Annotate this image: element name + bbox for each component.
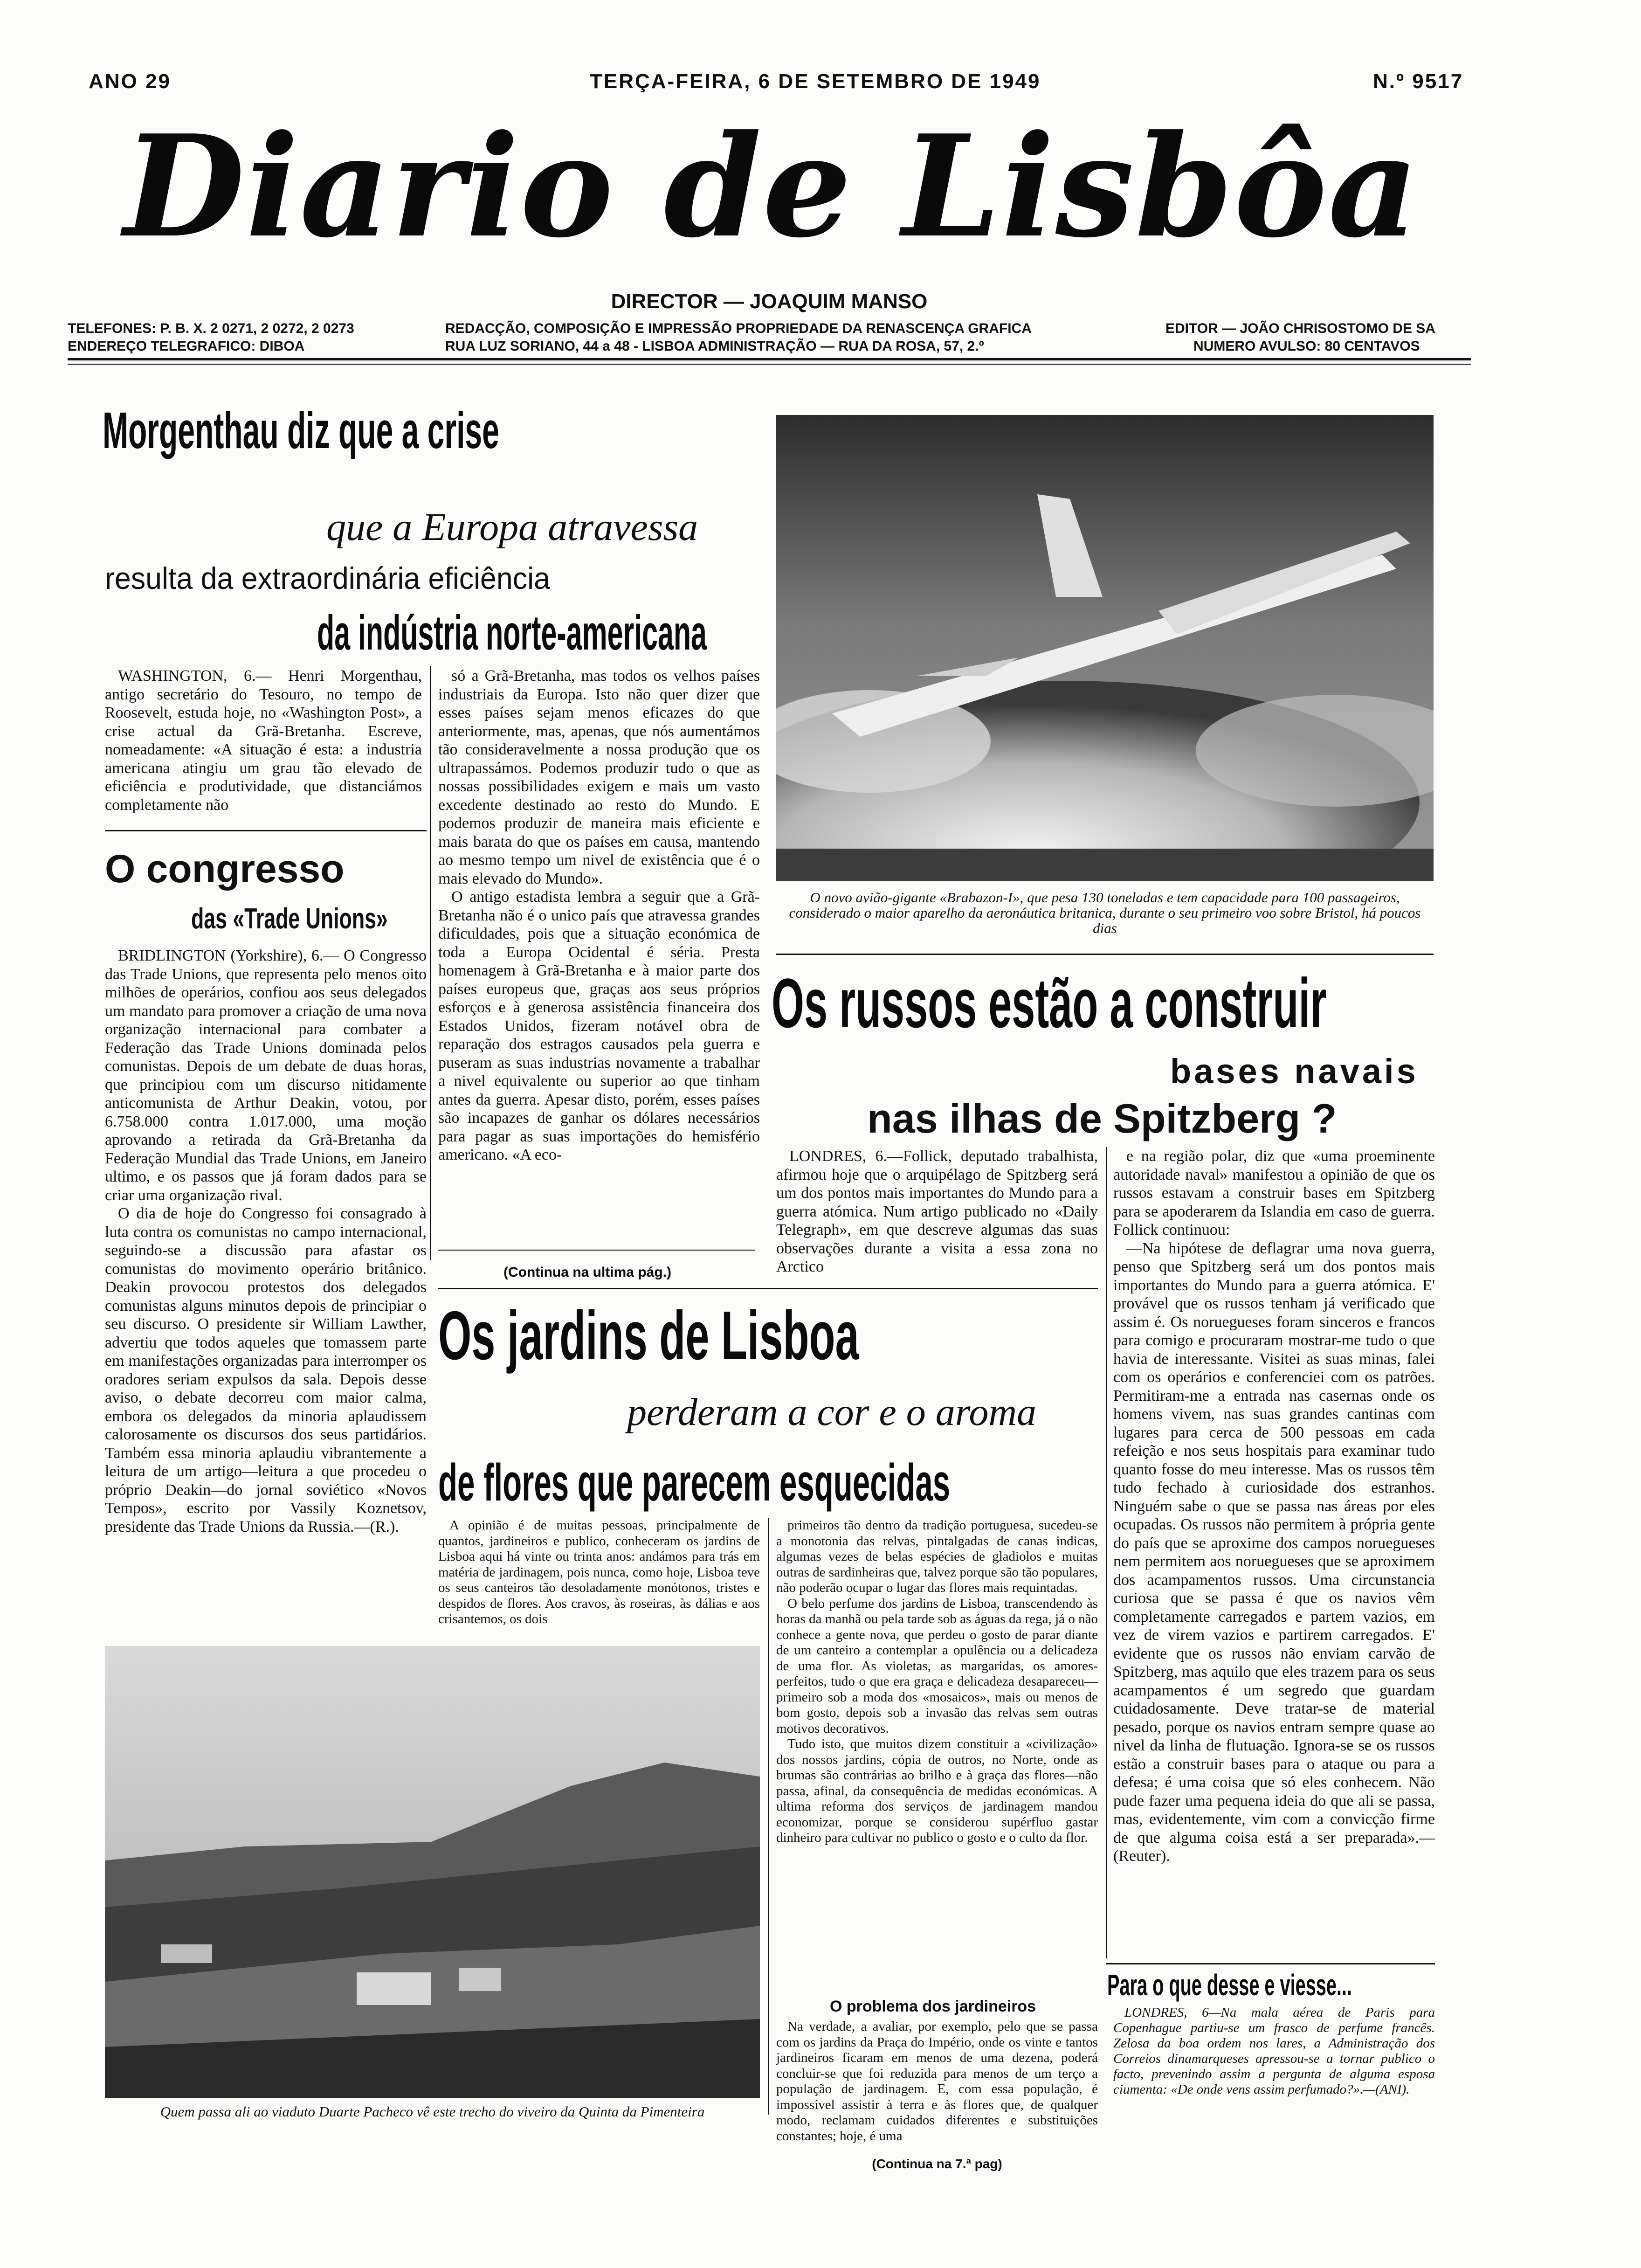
jardins-text-5: Na verdade, a avaliar, por exemplo, pelo que se passa com os jardins da Praça do Império, onde os vinte e tantos jardineiros ficaram em menos de uma dezena, poderá concluir-se que foi reduzida para menos de um terço a população de jardinagem. E, com essa população, é impossível assistir à terra e às flores que, de qualquer modo, reclamam cuidados diferentes e substituições constantes; hoje, é uma <box>776 2019 1098 2144</box>
year-label: ANO 29 <box>89 70 171 93</box>
column-rule-2 <box>1106 1147 1107 1958</box>
viveiro-image <box>105 1646 760 2098</box>
jardins-col-2b <box>776 2019 1098 2145</box>
morgenthau-text-3: O antigo estadista lembra a seguir que a Grã-Bretanha não é o unico país que atravessa grandes dificuldades, pois que a situação económica de toda a Europa Ocidental é séria. Presta homenagem à Grã-Bretanha e à maior parte dos países europeus que, graças aos seus próprios esforços e à generosa assistência financeira dos Estados Unidos, fizeram notável obra de reparação dos estragos causados pela guerra e puseram as suas industrias novamente a trabalhar a nivel equivalente ou superior ao que tinham antes da guerra. Apesar disto, porém, esses países são incapazes de ganhar os dólares necessários para pagar as suas importações do hemisfério americano. «A eco- <box>438 888 760 1163</box>
newspaper-title: Diario de Lisbôa <box>123 104 1420 269</box>
morgenthau-headline-1: Morgenthau diz que a crise <box>103 402 499 459</box>
jardins-headline-1: Os jardins de Lisboa <box>438 1297 859 1374</box>
masthead-rule-thin <box>68 364 1471 365</box>
spitzberg-col-2 <box>1113 1147 1435 1958</box>
morgenthau-headline-2: que a Europa atravessa <box>326 505 698 549</box>
jardins-subhead: O problema dos jardineiros <box>830 1998 1036 2015</box>
editor-line: EDITOR — JOÃO CHRISOSTOMO DE SA <box>1165 321 1435 336</box>
issue-date: TERÇA-FEIRA, 6 DE SETEMBRO DE 1949 <box>590 70 1041 93</box>
jardins-col-2 <box>776 1518 1098 1996</box>
jardins-headline-3: de flores que parecem esquecidas <box>438 1453 951 1512</box>
masthead-rule <box>68 358 1471 360</box>
spitzberg-headline-3: nas ilhas de Spitzberg ? <box>867 1095 1337 1141</box>
jardins-headline-2: perderam a cor e o aroma <box>627 1390 1036 1434</box>
section-rule-2 <box>776 954 1434 955</box>
brief-body <box>1113 2005 1435 2136</box>
price-line: NUMERO AVULSO: 80 CENTAVOS <box>1193 339 1420 354</box>
morgenthau-text-1: WASHINGTON, 6.— Henri Morgenthau, antigo secretário do Tesouro, no tempo de Roosevelt, estuda hoje, no «Washington Post», a crise actual da Grã-Bretanha. Escreve, nomeadamente: «A situação é esta: a industria americana atingiu um grau tão elevado de eficiência e produtividade, que distanciámos completamente não <box>105 667 422 814</box>
editorial-line-1: REDACÇÃO, COMPOSIÇÃO E IMPRESSÃO PROPRIEDADE DA RENASCENÇA GRAFICA <box>445 321 1032 336</box>
congresso-headline-2: das «Trade Unions» <box>191 903 388 935</box>
spitzberg-text-3: —Na hipótese de deflagrar uma nova guerra, penso que Spitzberg será um dos pontos mais importantes do Mundo para a guerra atómica. E' provável que os russos tenham já verificado que assim é. Os noruegueses foram sinceros e francos para comigo e procuraram mostrar-me tudo o que havia de interessante. Visitei as suas minas, falei com os operários e conferenciei com os patrões. Permitiram-me a entrada nas casernas onde os homens vivem, nas suas grandes cantinas com lugares para cerca de 500 pessoas em cada refeição e nos seus hospitais para examinar tudo quanto fosse do meu interesse. Mas os russos têm tudo fechado à curiosidade dos estranhos. Ninguém sabe o que se passa nas áreas por eles ocupadas. Os russos não permitem à própria gente do país que se aproxime dos campos noruegueses nem permitem aos noruegueses que se aproximem dos acampamentos russos. Uma circunstancia curiosa que se passa é que os navios vêm completamente carregados e partem vazios, em vez de virem vazios e partirem carregados. E' evidente que os russos não enviam carvão de Spitzberg, mas aquilo que eles trazem para os seus acampamentos é um segredo que guardam cuidadosamente. Deve tratar-se de material pesado, porque os navios entram sempre quase ao nivel da linha de flutuação. Ignora-se se os russos estão a construir bases para o ataque ou para a defesa; é uma coisa que só eles conhecem. Não pude fazer uma pequena ideia do que ali se passa, mas, evidentemente, vim com a convicção firme de que alguma coisa está a ser preparada».—(Reuter). <box>1113 1239 1435 1865</box>
morgenthau-col-1 <box>105 667 422 821</box>
plane-caption: O novo avião-gigante «Brabazon-I», que pesa 130 toneladas e tem capacidade para 100 passageiros, considerado o maior aparelho da aeronáutica britanica, durante o seu primeiro voo sobre Bristol, há poucos dias <box>789 889 1421 936</box>
spitzberg-headline-1: Os russos estão a construir <box>772 964 1327 1042</box>
jardins-text-4: Tudo isto, que muitos dizem constituir a «civilização» dos nossos jardins, cópia de outros, no Norte, onde as brumas são contrárias ao brilho e à graça das flores—não passa, afinal, da consequência de medidas económicas. A ultima reforma dos serviços de jardinagem mandou economizar, porque se considerou supérfluo gastar dinheiro para cultivar no publico o gosto e o culto da flor. <box>776 1736 1098 1845</box>
column-rule <box>430 666 431 1260</box>
issue-number: N.º 9517 <box>1373 70 1464 93</box>
jardins-text-1: A opinião é de muitas pessoas, principalmente de quantos, jardineiros e publico, conheceram os jardins de Lisboa aqui há vinte ou trinta anos: andámos para trás em matéria de jardinagem, pois nunca, como hoje, Lisboa teve os seus canteiros tão desoladamente monótonos, tristes e despidos de flores. Aos cravos, às roseiras, às dálias e aos crisantemos, os dois <box>438 1518 760 1626</box>
section-rule <box>105 830 427 831</box>
morgenthau-col-2 <box>438 667 760 1238</box>
spitzberg-col-1 <box>776 1147 1098 1294</box>
brief-rule <box>1106 1963 1435 1964</box>
section-rule-3 <box>438 1288 1098 1289</box>
congresso-text-2: O dia de hoje do Congresso foi consagrado à luta contra os comunistas no campo internacional, seguindo-se a discussão para afastar os comunistas do movimento operário britânico. Deakin provocou protestos dos delegados comunistas alguns minutos depois de principiar o seu discurso. O presidente sir William Lawther, advertiu que todos aqueles que tomassem parte em manifestações organizadas para interromper os oradores seriam expulsos da sala. Depois desse aviso, o debate decorreu com maior calma, embora os delegados da minoria aplaudissem calorosamente os discursos dos seus partidários. Também essa minoria aplaudiu vibrantemente a leitura de um artigo—leitura a que procedeu o próprio Deakin—do jornal soviético «Novos Tempos», escrito por Vassily Koznetsov, presidente das Trade Unions da Russia.—(R.). <box>105 1205 427 1535</box>
spitzberg-headline-2: bases navais <box>1170 1052 1419 1091</box>
editorial-line-2: RUA LUZ SORIANO, 44 a 48 - LISBOA ADMINISTRAÇÃO — RUA DA ROSA, 57, 2.º <box>445 339 984 354</box>
plane-photo <box>776 415 1434 881</box>
continue-rule <box>438 1250 755 1251</box>
morgenthau-headline-4: da indústria norte-americana <box>317 606 707 660</box>
viveiro-caption: Quem passa ali ao viaduto Duarte Pacheco vê este trecho do viveiro da Quinta da Pimenteira <box>160 2103 705 2120</box>
spitzberg-text-1: LONDRES, 6.—Follick, deputado trabalhista, afirmou hoje que o arquipélago de Spitzberg será um dos pontos mais importantes do Mundo para a guerra atómica. Num artigo publicado no «Daily Telegraph», em que descreve algumas das suas observações durante a visita a essa zona no Arctico <box>776 1148 1098 1275</box>
column-rule-3 <box>768 1518 769 2115</box>
brief-headline: Para o que desse e viesse... <box>1107 1968 1352 2002</box>
telegraph-address: ENDEREÇO TELEGRAFICO: DIBOA <box>68 339 305 354</box>
congresso-body <box>105 947 427 1637</box>
jardins-continue: (Continua na 7.ª pag) <box>872 2157 1002 2171</box>
jardins-text-2: primeiros tão dentro da tradição portuguesa, sucedeu-se a monotonia das relvas, pintalgadas de canas indicas, algumas vezes de belas espécies de gladiolos e muitas outras de sardinheiras que, talvez porque são tão populares, não poderão ocupar o lugar das flores mais requintadas. <box>776 1518 1098 1595</box>
jardins-col-1 <box>438 1518 760 1634</box>
viveiro-photo <box>105 1646 760 2098</box>
morgenthau-headline-3: resulta da extraordinária eficiência <box>105 561 550 595</box>
congresso-headline-1: O congresso <box>105 847 345 891</box>
morgenthau-text-2: só a Grã-Bretanha, mas todos os velhos países industriais da Europa. Isto não quer dizer que esses países sejam menos eficazes do que anteriormente, mas, apenas, que nós aumentámos tão consideravelmente a nossa produção que os ultrapassámos. Podemos produzir tudo o que as nossas possibilidades exigem e mais um vasto excedente destinado ao resto do Mundo. E podemos produzir de maneira mais eficiente e mais barata do que os países em causa, mantendo ao mesmo tempo um nivel de existência que é o mais elevado do Mundo». <box>438 667 760 887</box>
congresso-text-1: BRIDLINGTON (Yorkshire), 6.— O Congresso das Trade Unions, que representa pelo menos oito milhões de operários, confiou aos seus delegados um mandato para promover a criação de uma nova organização internacional para combater a Federação das Trade Unions dominada pelos comunistas. Depois de um debate de duas horas, que principiou com um discurso nitidamente anticomunista de Arthur Deakin, votou, por 6.758.000 contra 1.017.000, uma moção aprovando a retirada da Grã-Bretanha da Federação Mundial das Trade Unions, em Janeiro ultimo, e os passos que já foram dados para se criar uma organização rival. <box>105 947 427 1204</box>
morgenthau-continue: (Continua na ultima pág.) <box>503 1265 671 1280</box>
plane-image <box>776 415 1434 881</box>
spitzberg-text-2: e na região polar, diz que «uma proeminente autoridade naval» manifestou a opinião de que os russos estavam a construir bases em Spitzberg para se apoderarem da Islandia em caso de guerra. Follick continuou: <box>1113 1148 1435 1238</box>
jardins-text-3: O belo perfume dos jardins de Lisboa, transcendendo às horas da manhã ou pela tarde sob as águas da rega, já o não conhece a gente nova, que perdeu o gosto de parar diante de um canteiro a contemplar a opulência ou a delicadeza de uma flor. As violetas, as margaridas, os amores-perfeitos, tudo o que era graça e delicadeza desapareceu—primeiro sob a moda dos «mosaicos», mais ou menos de bom gosto, depois sob a invasão das relvas sem outras motivos decorativos. <box>776 1596 1098 1736</box>
phones: TELEFONES: P. B. X. 2 0271, 2 0272, 2 0273 <box>68 321 354 336</box>
brief-text: LONDRES, 6—Na mala aérea de Paris para Copenhague partiu-se um frasco de perfume francês. Zelosa da boa ordem nos lares, a Administração dos Correios dinamarqueses apressou-se a tornar publico o facto, prevenindo assim a pergunta de alguma esposa ciumenta: «De onde vens assim perfumado?».—(ANI). <box>1113 2005 1435 2097</box>
director-line: DIRECTOR — JOAQUIM MANSO <box>611 290 928 313</box>
